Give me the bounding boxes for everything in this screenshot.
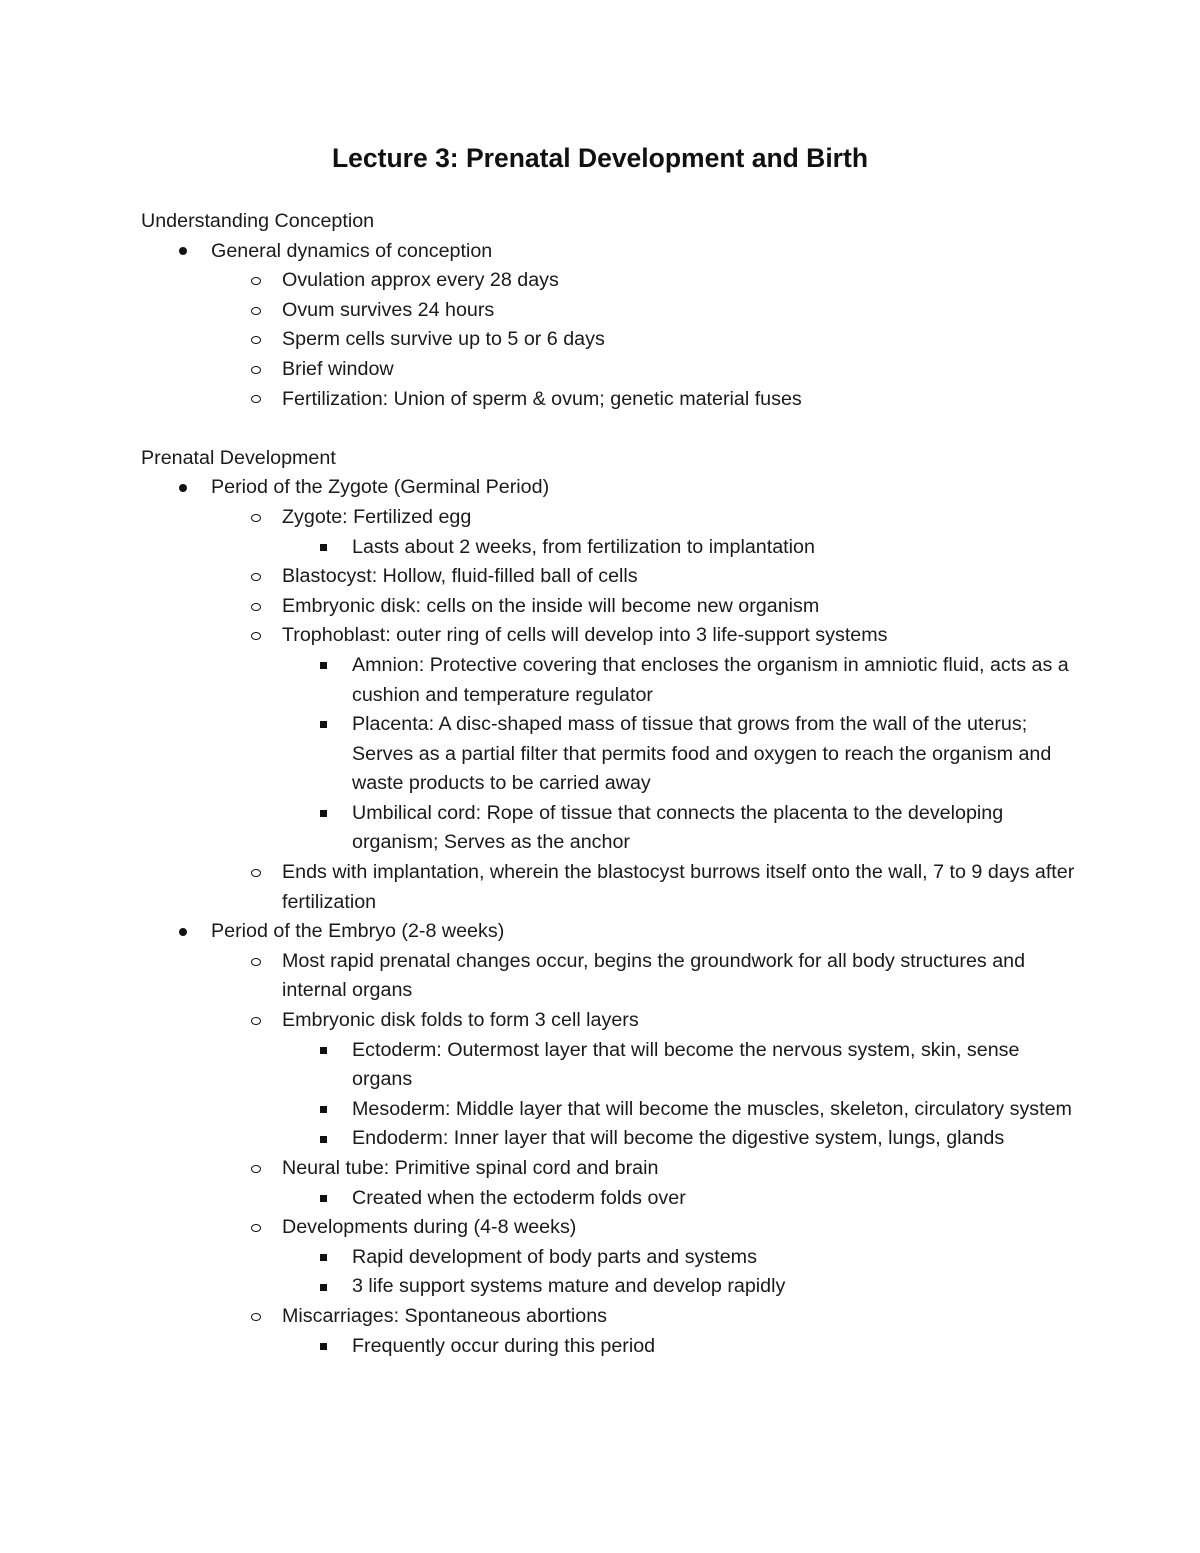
- list-item: [141, 858, 1081, 917]
- list-item-text: Embryonic disk folds to form 3 cell layers: [282, 1009, 639, 1032]
- filled-bullet-icon: [173, 237, 193, 267]
- list-item-text: Fertilization: Union of sperm & ovum; genetic material fuses: [282, 387, 802, 410]
- list-item-text: Umbilical cord: Rope of tissue that connects the placenta to the developing organism; Serves as the anchor: [352, 801, 1004, 854]
- list-item-text: Ovulation approx every 28 days: [282, 269, 559, 292]
- square-bullet-icon: [313, 1124, 333, 1154]
- list-item: [141, 1095, 1081, 1125]
- list-item-text: Rapid development of body parts and systems: [352, 1245, 757, 1268]
- list-item: [141, 1213, 1081, 1302]
- hollow-bullet-icon: [246, 503, 266, 533]
- list-item: [141, 355, 1081, 385]
- list-item: [141, 533, 1081, 563]
- filled-bullet-icon: [173, 473, 193, 503]
- list-item-text: Miscarriages: Spontaneous abortions: [282, 1304, 608, 1327]
- list-item: [141, 1124, 1081, 1154]
- list-item-text: Endoderm: Inner layer that will become the digestive system, lungs, glands: [352, 1127, 1005, 1150]
- hollow-bullet-icon: [246, 325, 266, 355]
- list-item: [141, 651, 1081, 710]
- sub-sub-list: [141, 533, 1081, 563]
- section-heading: Understanding Conception: [141, 210, 375, 232]
- list-item: [141, 562, 1081, 592]
- bullet-list: [141, 237, 1081, 415]
- list-item: [141, 710, 1081, 799]
- list-item: [141, 1154, 1081, 1213]
- list-item: [141, 473, 1081, 917]
- square-bullet-icon: [313, 1272, 333, 1302]
- hollow-bullet-icon: [246, 621, 266, 651]
- list-item-text: Sperm cells survive up to 5 or 6 days: [282, 328, 605, 351]
- section-prenatal-development: [141, 444, 1081, 1361]
- list-item: [141, 296, 1081, 326]
- list-item-text: Frequently occur during this period: [352, 1334, 656, 1357]
- hollow-bullet-icon: [246, 1154, 266, 1184]
- list-item-text: Lasts about 2 weeks, from fertilization to implantation: [352, 535, 815, 558]
- square-bullet-icon: [313, 799, 333, 829]
- section-understanding-conception: [141, 207, 1081, 414]
- list-item-text: Blastocyst: Hollow, fluid-filled ball of cells: [282, 565, 638, 588]
- square-bullet-icon: [313, 1332, 333, 1362]
- square-bullet-icon: [313, 1036, 333, 1066]
- sub-list: [141, 266, 1081, 414]
- list-item: [141, 1243, 1081, 1273]
- hollow-bullet-icon: [246, 266, 266, 296]
- list-item: [141, 1332, 1081, 1362]
- list-item: [141, 325, 1081, 355]
- hollow-bullet-icon: [246, 355, 266, 385]
- list-item: [141, 592, 1081, 622]
- list-item-text: Most rapid prenatal changes occur, begins the groundwork for all body structures and internal organs: [282, 949, 1026, 1002]
- square-bullet-icon: [313, 1243, 333, 1273]
- bullet-list: [141, 473, 1081, 1361]
- list-item-text: Zygote: Fertilized egg: [282, 505, 472, 528]
- list-item: [141, 947, 1081, 1006]
- list-item: [141, 266, 1081, 296]
- section-heading: Prenatal Development: [141, 446, 336, 469]
- list-item: [141, 1302, 1081, 1361]
- sub-sub-list: [141, 1243, 1081, 1302]
- list-item-text: Ovum survives 24 hours: [282, 298, 495, 321]
- square-bullet-icon: [313, 651, 333, 681]
- page-title: Lecture 3: Prenatal Development and Birth: [331, 143, 869, 173]
- sub-sub-list: [141, 1184, 1081, 1214]
- hollow-bullet-icon: [246, 1302, 266, 1332]
- hollow-bullet-icon: [246, 947, 266, 977]
- list-item: [141, 1272, 1081, 1302]
- list-item-text: Ectoderm: Outermost layer that will become the nervous system, skin, sense organs: [352, 1038, 1020, 1091]
- document-content: [141, 207, 1081, 1361]
- list-item-text: Developments during (4-8 weeks): [282, 1216, 577, 1239]
- list-item: [141, 385, 1081, 415]
- list-item-text: Placenta: A disc-shaped mass of tissue that grows from the wall of the uterus; Serves as a partial filter that permits food and oxygen to reach the organism and waste products to be carried away: [352, 713, 1052, 795]
- list-item-text: General dynamics of conception: [211, 239, 493, 262]
- list-item: [141, 799, 1081, 858]
- sub-list: [141, 503, 1081, 917]
- square-bullet-icon: [313, 1095, 333, 1125]
- list-item: [141, 1184, 1081, 1214]
- list-item-text: Mesoderm: Middle layer that will become the muscles, skeleton, circulatory system: [352, 1097, 1072, 1120]
- list-item: [141, 237, 1081, 415]
- list-item: [141, 503, 1081, 562]
- sub-sub-list: [141, 651, 1081, 858]
- list-item-text: Amnion: Protective covering that encloses the organism in amniotic fluid, acts as a cushion and temperature regulator: [352, 653, 1069, 706]
- hollow-bullet-icon: [246, 562, 266, 592]
- list-item-text: Embryonic disk: cells on the inside will become new organism: [282, 594, 820, 617]
- list-item-text: Brief window: [282, 357, 394, 380]
- list-item: [141, 621, 1081, 858]
- list-item-text: Neural tube: Primitive spinal cord and brain: [282, 1157, 659, 1179]
- sub-sub-list: [141, 1036, 1081, 1154]
- list-item-text: Period of the Embryo (2-8 weeks): [211, 920, 505, 943]
- list-item-text: Trophoblast: outer ring of cells will develop into 3 life-support systems: [282, 624, 888, 647]
- hollow-bullet-icon: [246, 296, 266, 326]
- list-item: [141, 917, 1081, 1361]
- hollow-bullet-icon: [246, 1213, 266, 1243]
- list-item: [141, 1006, 1081, 1154]
- square-bullet-icon: [313, 1184, 333, 1214]
- square-bullet-icon: [313, 710, 333, 740]
- filled-bullet-icon: [173, 917, 193, 947]
- hollow-bullet-icon: [246, 858, 266, 888]
- list-item-text: Created when the ectoderm folds over: [352, 1186, 686, 1209]
- list-item: [141, 1036, 1081, 1095]
- list-item-text: Period of the Zygote (Germinal Period): [211, 476, 550, 499]
- list-item-text: Ends with implantation, wherein the blastocyst burrows itself onto the wall, 7 to 9 days after fertilization: [282, 861, 1075, 913]
- sub-sub-list: [141, 1332, 1081, 1362]
- sub-list: [141, 947, 1081, 1361]
- hollow-bullet-icon: [246, 385, 266, 415]
- list-item-text: 3 life support systems mature and develop rapidly: [352, 1275, 786, 1298]
- hollow-bullet-icon: [246, 1006, 266, 1036]
- hollow-bullet-icon: [246, 592, 266, 622]
- square-bullet-icon: [313, 533, 333, 563]
